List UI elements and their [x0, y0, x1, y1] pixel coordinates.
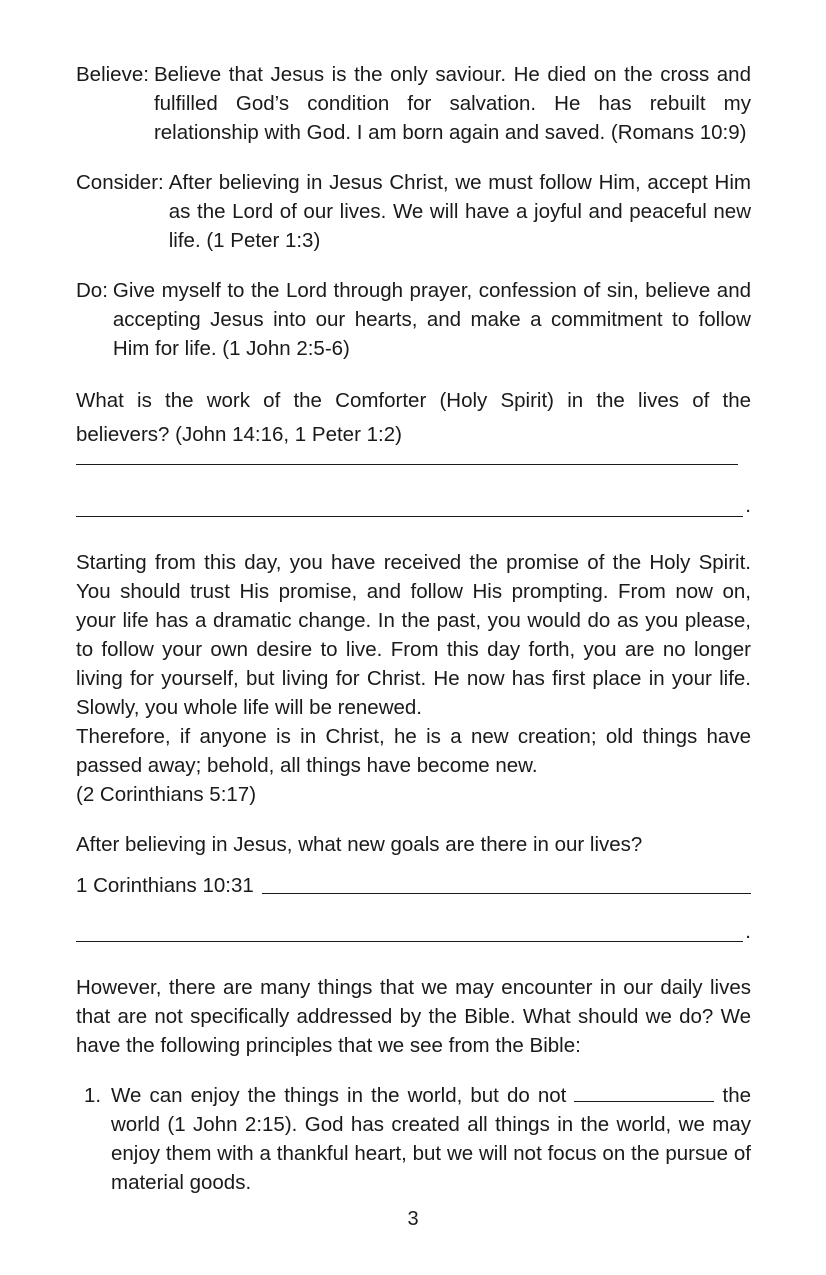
document-page — [76, 60, 751, 1197]
corinthians-ref: 1 Corinthians 10:31 — [76, 873, 254, 897]
consider-text: After believing in Jesus Christ, we must follow Him, accept Him as the Lord of our lives. We will have a joyful and peaceful new life. (1 Peter 1:3) — [168, 171, 751, 252]
do-label: Do: — [76, 279, 108, 302]
believe-text: Believe that Jesus is the only saviour. He died on the cross and fulfilled God’s condition for salvation. He has rebuilt my relationship with God. I am born again and saved. (Romans 10:9) — [153, 63, 751, 144]
consider-entry — [76, 168, 751, 255]
paragraph-new-life: Starting from this day, you have received the promise of the Holy Spirit. You should trust His promise, and follow His prompting. From now on, your life has a dramatic change. In the past, you would do as you please, to follow your own desire to live. From this day forth, you are no longer living for yourself, but living for Christ. He now has first place in your life. Slowly, you whole life will be renewed. — [76, 550, 751, 719]
answer-line-4-period: . — [745, 919, 751, 943]
list-item-text-before: We can enjoy the things in the world, but do not — [111, 1084, 567, 1107]
do-text: Give myself to the Lord through prayer, confession of sin, believe and accepting Jesus into our hearts, and make a commitment to follow Him for life. (1 John 2:5-6) — [112, 279, 751, 360]
do-entry — [76, 276, 751, 363]
question-new-goals: After believing in Jesus, what new goals are there in our lives? — [76, 832, 643, 856]
paragraph-principles: However, there are many things that we may encounter in our daily lives that are not specifically addressed by the Bible. What should we do? We have the following principles that we see from the Bible: — [76, 976, 751, 1057]
answer-line-2[interactable] — [76, 496, 751, 517]
believe-label: Believe: — [76, 63, 149, 86]
answer-row-corinthians — [76, 871, 751, 900]
fill-in-blank[interactable] — [574, 1100, 714, 1102]
answer-line-4-fill[interactable] — [76, 941, 743, 942]
list-item-number: 1. — [84, 1084, 102, 1107]
answer-line-2-fill[interactable] — [76, 516, 743, 517]
question-comforter: What is the work of the Comforter (Holy Spirit) in the lives of the believers? (John 14:16, 1 Peter 1:2) — [76, 389, 751, 446]
answer-line-4[interactable] — [76, 919, 751, 943]
list-item-body — [111, 1081, 751, 1197]
answer-line-1[interactable] — [76, 464, 738, 465]
paragraph-new-creation: Therefore, if anyone is in Christ, he is a new creation; old things have passed away; behold, all things have become new. — [76, 724, 751, 777]
list-item — [76, 1081, 751, 1197]
page-number: 3 — [407, 1208, 419, 1230]
answer-line-3[interactable] — [262, 893, 751, 894]
believe-entry — [76, 60, 751, 147]
consider-label: Consider: — [76, 171, 164, 194]
answer-line-2-period: . — [745, 494, 751, 517]
paragraph-new-creation-ref: (2 Corinthians 5:17) — [76, 782, 257, 806]
list-item-text-after: the world (1 John 2:15). God has created all things in the world, we may enjoy them with a thankful heart, but we will not focus on the pursue of material goods. — [111, 1084, 751, 1194]
